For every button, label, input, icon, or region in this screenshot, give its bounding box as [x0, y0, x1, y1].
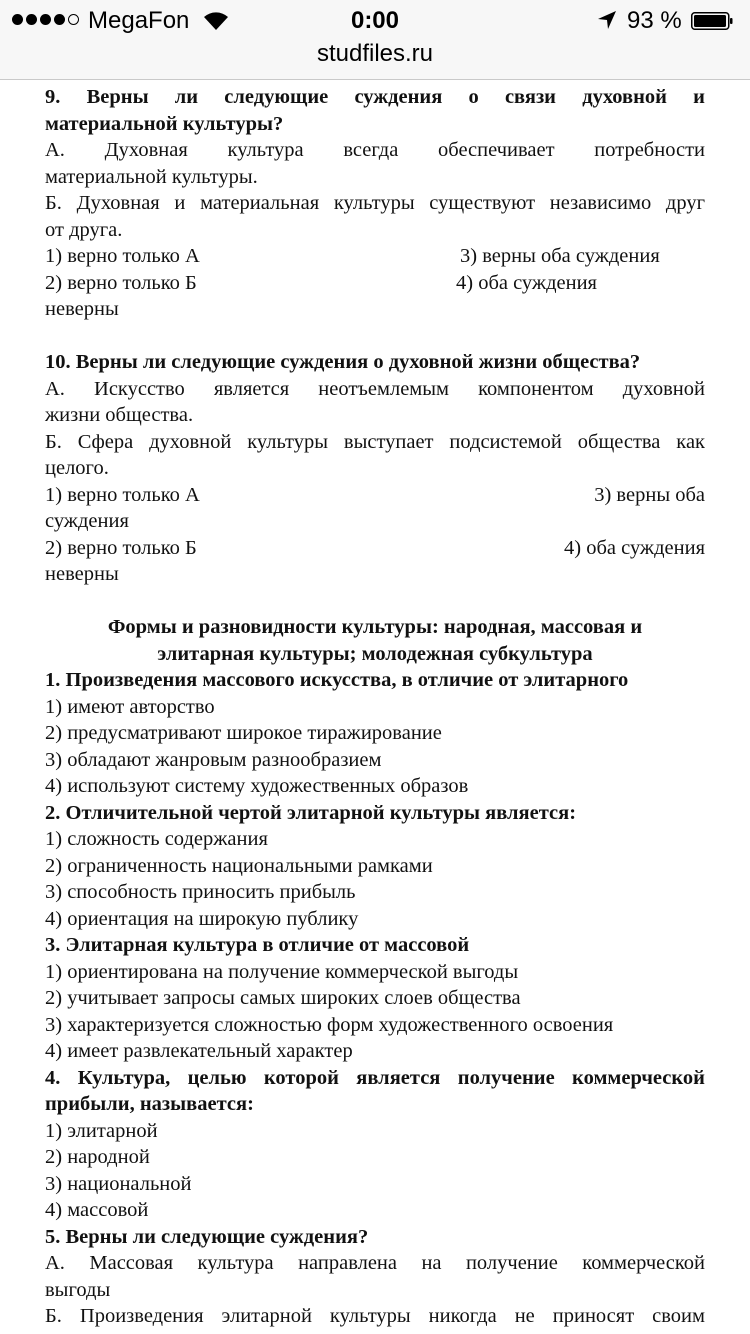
section-question-4-option: 1) элитарной [45, 1119, 158, 1142]
section-question-4-option: 4) массовой [45, 1199, 149, 1221]
question-10-statement-b-line-2: целого. [45, 457, 109, 479]
section-question-2-option: 3) способность приносить прибыль [45, 881, 356, 903]
question-10-statement-a-line-2: жизни общества. [45, 404, 194, 426]
status-bar [0, 0, 750, 40]
section-question-2-option: 1) сложность содержания [45, 828, 268, 850]
section-question-4-option: 3) национальной [45, 1172, 192, 1195]
clock: 0:00 [350, 7, 400, 34]
section-question-1-title: 1. Произведения массового искусства, в отличие от элитарного [45, 669, 629, 691]
question-9-option-4-continued: неверны [45, 298, 119, 320]
location-arrow-icon [597, 10, 617, 30]
question-10-statement-b-line-1: Б. Сфера духовной культуры выступает подсистемой общества как [45, 430, 705, 453]
section-question-2-option: 2) ограниченность национальными рамками [45, 854, 433, 877]
question-10-options-row-1 [45, 482, 705, 509]
question-9-options-row-1 [45, 243, 705, 270]
section-title-line-2: элитарная культуры; молодежная субкультура [157, 642, 593, 665]
question-10-option-1: 1) верно только А [45, 483, 200, 506]
question-10-title: 10. Верны ли следующие суждения о духовной жизни общества? [45, 351, 641, 373]
section-question-5-statement-a-line-1: А. Массовая культура направлена на получение коммерческой [45, 1252, 705, 1274]
section-question-1-option: 3) обладают жанровым разнообразием [45, 748, 382, 771]
section-question-5-statement-a-line-2: выгоды [45, 1278, 111, 1301]
carrier-name: MegaFon [88, 7, 190, 34]
question-10-options-row-2 [45, 535, 705, 562]
section-question-5-title: 5. Верны ли следующие суждения? [45, 1225, 369, 1248]
question-9-statement-b-line-2: от друга. [45, 218, 123, 241]
section-question-4-title-line-1: 4. Культура, целью которой является получение коммерческой [45, 1066, 705, 1089]
section-question-3-title: 3. Элитарная культура в отличие от массовой [45, 934, 470, 956]
question-10-option-3: 3) верны оба [594, 483, 705, 506]
section-question-3-option: 3) характеризуется сложностью форм художественного освоения [45, 1013, 614, 1036]
section-question-4-title-line-2: прибыли, называется: [45, 1093, 254, 1115]
section-question-1-option: 2) предусматривают широкое тиражирование [45, 722, 442, 744]
section-question-4-option: 2) народной [45, 1146, 150, 1168]
address-bar-url[interactable]: studfiles.ru [316, 40, 434, 67]
section-question-3-option: 2) учитывает запросы самых широких слоев общества [45, 987, 521, 1009]
question-10-option-4: 4) оба суждения [564, 536, 705, 559]
question-9-option-4: 4) оба суждения [456, 271, 597, 294]
section-question-3-option: 1) ориентирована на получение коммерческой выгоды [45, 960, 519, 983]
section-question-1-option: 4) используют систему художественных образов [45, 775, 469, 797]
section-question-1-option: 1) имеют авторство [45, 695, 215, 718]
question-9-option-3: 3) верны оба суждения [460, 245, 660, 267]
section-question-5-statement-b-line-1: Б. Произведения элитарной культуры никогда не приносят своим [45, 1305, 705, 1327]
question-10-option-3-continued: суждения [45, 510, 129, 532]
section-title-line-1: Формы и разновидности культуры: народная, массовая и [107, 616, 643, 638]
question-9-statement-b-line-1: Б. Духовная и материальная культуры существуют независимо друг [45, 192, 705, 214]
question-10-statement-a-line-1: А. Искусство является неотъемлемым компонентом духовной [45, 377, 705, 400]
battery-icon [691, 12, 733, 30]
section-question-3-option: 4) имеет развлекательный характер [45, 1040, 353, 1062]
question-10-option-2: 2) верно только Б [45, 536, 197, 559]
question-9-option-1: 1) верно только А [45, 245, 200, 267]
question-9-statement-a-line-2: материальной культуры. [45, 165, 258, 188]
question-9-options-row-2 [45, 270, 705, 297]
question-9-title-line-1: 9. Верны ли следующие суждения о связи духовной и [45, 86, 705, 108]
question-9-title-line-2: материальной культуры? [45, 112, 284, 135]
battery-percentage: 93 % [627, 7, 682, 34]
section-question-2-option: 4) ориентация на широкую публику [45, 907, 359, 930]
section-question-2-title: 2. Отличительной чертой элитарной культуры является: [45, 801, 577, 824]
question-9-statement-a-line-1: А. Духовная культура всегда обеспечивает потребности [45, 139, 705, 161]
browser-top-bar [0, 0, 750, 80]
question-9-option-2: 2) верно только Б [45, 271, 197, 294]
question-10-option-4-continued: неверны [45, 563, 119, 585]
document-content [45, 60, 705, 1330]
